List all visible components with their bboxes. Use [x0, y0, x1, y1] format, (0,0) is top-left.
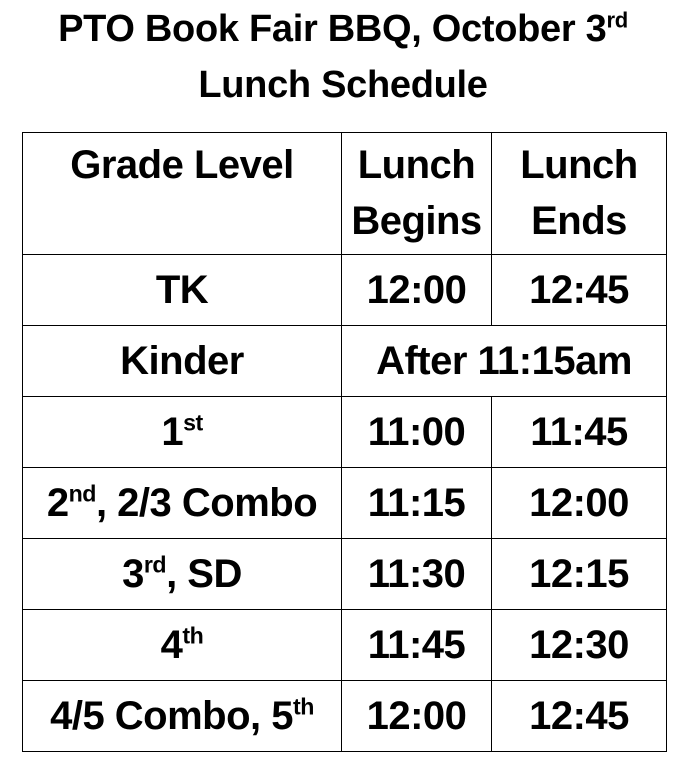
grade-superscript: th — [293, 693, 314, 720]
grade-cell — [23, 255, 342, 326]
table-row — [23, 681, 667, 752]
header-ends-line2: Ends — [531, 199, 627, 243]
grade-superscript: rd — [143, 551, 167, 578]
begins-cell: 11:00 — [342, 397, 492, 468]
title-superscript: rd — [606, 7, 628, 33]
grade-cell — [23, 681, 342, 752]
begins-cell: 12:00 — [342, 255, 492, 326]
begins-cell: 12:00 — [342, 681, 492, 752]
grade-superscript: nd — [68, 480, 96, 507]
grade-cell — [23, 610, 342, 681]
ends-cell: 12:00 — [492, 468, 667, 539]
header-ends-line1: Lunch — [520, 143, 638, 187]
lunch-schedule-table — [22, 132, 667, 752]
begins-cell: 11:30 — [342, 539, 492, 610]
table-header-row — [23, 133, 667, 255]
grade-text: 1 — [161, 409, 184, 454]
grade-cell: Kinder — [23, 326, 342, 397]
grade-cell — [23, 397, 342, 468]
header-grade-level — [23, 133, 342, 255]
merged-time-cell: After 11:15am — [342, 326, 667, 397]
header-lunch-ends — [492, 133, 667, 255]
title-line-2: Lunch Schedule — [198, 64, 488, 106]
table-row — [23, 326, 667, 397]
ends-cell: 12:30 — [492, 610, 667, 681]
grade-text: 2 — [46, 480, 69, 525]
header-grade-text: Grade Level — [70, 143, 294, 187]
header-begins-line2: Begins — [351, 199, 482, 243]
ends-cell: 12:45 — [492, 255, 667, 326]
grade-suffix: , 2/3 Combo — [95, 480, 318, 525]
title-line-1 — [0, 0, 686, 58]
ends-cell: 12:45 — [492, 681, 667, 752]
begins-cell: 11:15 — [342, 468, 492, 539]
table-row — [23, 539, 667, 610]
ends-cell: 12:15 — [492, 539, 667, 610]
header-lunch-begins — [342, 133, 492, 255]
grade-text: 3 — [122, 551, 144, 596]
table-row — [23, 397, 667, 468]
grade-suffix: , SD — [166, 551, 242, 596]
table-row — [23, 255, 667, 326]
table-row — [23, 610, 667, 681]
ends-cell: 11:45 — [492, 397, 667, 468]
page-title — [0, 0, 686, 114]
header-begins-line1: Lunch — [357, 143, 476, 187]
grade-text: 4/5 Combo, 5 — [50, 693, 294, 738]
grade-text: 4 — [160, 622, 183, 667]
grade-superscript: th — [182, 622, 204, 649]
title-main-text: PTO Book Fair BBQ, October 3 — [58, 8, 607, 50]
grade-cell — [23, 468, 342, 539]
grade-cell — [23, 539, 342, 610]
grade-superscript: st — [183, 409, 203, 436]
lunch-schedule-table-wrapper — [22, 132, 667, 752]
table-row — [23, 468, 667, 539]
begins-cell: 11:45 — [342, 610, 492, 681]
grade-text: TK — [155, 267, 209, 312]
